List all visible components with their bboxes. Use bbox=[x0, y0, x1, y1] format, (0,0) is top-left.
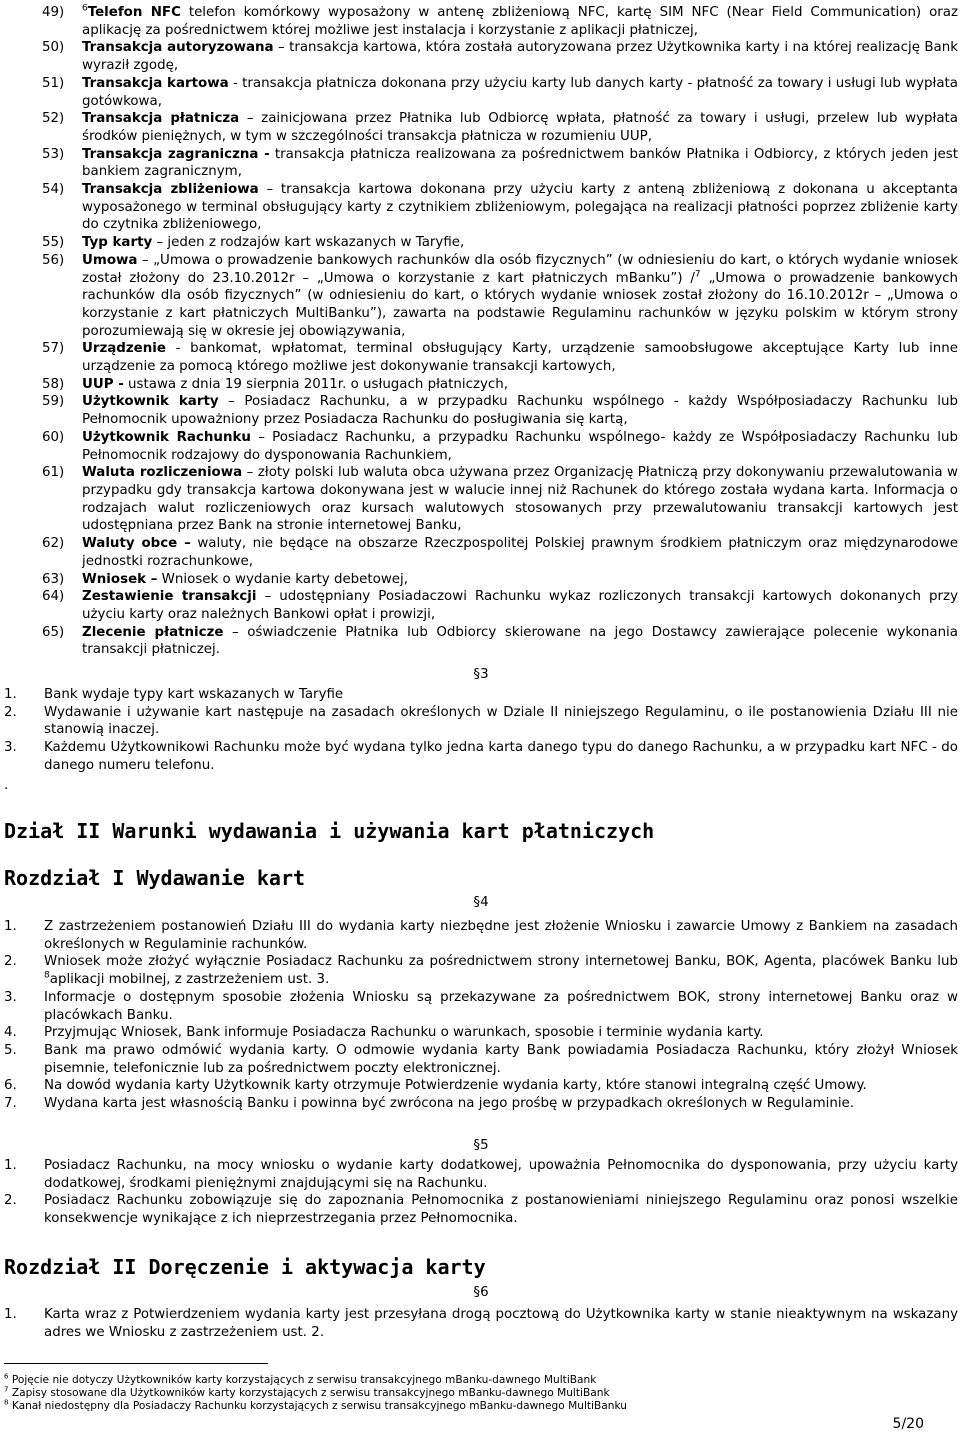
footnotes bbox=[4, 1374, 904, 1414]
section-4-list bbox=[4, 918, 958, 1113]
dzial-heading: Dział II Warunki wydawania i używania kart płatniczych bbox=[4, 819, 655, 843]
definition-term: Transakcja płatnicza bbox=[82, 111, 240, 127]
definition-term: Zestawienie transakcji bbox=[82, 589, 257, 605]
definition-58: 58) UUP - ustawa z dnia 19 sierpnia 2011r. o usługach płatniczych, bbox=[42, 376, 509, 392]
section-5 bbox=[4, 1137, 958, 1228]
definition-term: Transakcja autoryzowana bbox=[82, 40, 274, 56]
definition-term: Użytkownik karty bbox=[82, 394, 219, 410]
definition-term: Wniosek – bbox=[82, 571, 158, 587]
section-5-list bbox=[4, 1157, 958, 1228]
section-mark: §6 bbox=[473, 1285, 489, 1300]
list-item: 2. Posiadacz Rachunku zobowiązuje się do zapoznania Pełnomocnika z postanowieniami niniejszego Regulaminu oraz ponosi wszelkie konsekwencje wynikające z ich nieprzestrzegania przez Pełnomocnika. bbox=[4, 1193, 958, 1227]
list-item: 3. Każdemu Użytkownikowi Rachunku może być wydana tylko jedna karta danego typu do danego Rachunku, a w przypadku kart NFC - do danego numeru telefonu. bbox=[4, 740, 958, 773]
definition-55: 55) Typ karty – jeden z rodzajów kart wskazanych w Taryfie, bbox=[42, 235, 465, 251]
list-item: 4. Przyjmując Wniosek, Bank informuje Posiadacza Rachunku o warunkach, sposobie i terminie wydania karty. bbox=[4, 1025, 764, 1041]
section-mark: §5 bbox=[473, 1138, 489, 1153]
list-item: 7. Wydana karta jest własnością Banku i powinna być zwrócona na jego prośbę w przypadkach określonych w Regulaminie. bbox=[4, 1096, 855, 1112]
footnote-divider bbox=[4, 1363, 268, 1364]
definition-64: 64) Zestawienie transakcji – udostępniany Posiadaczowi Rachunku wykaz rozliczonych transakcji kartowych dokonanych przy użyciu karty oraz należnych Bankowi opłat i prowizji, bbox=[42, 589, 958, 622]
definition-53: 53) Transakcja zagraniczna - transakcja płatnicza realizowana za pośrednictwem banków Płatnika i Odbiorcy, z których jeden jest bankiem zagranicznym, bbox=[42, 146, 958, 180]
list-item: 6. Na dowód wydania karty Użytkownik karty otrzymuje Potwierdzenie wydania karty, które stanowi integralną część Umowy. bbox=[4, 1078, 867, 1094]
footnote-ref: 7 bbox=[694, 269, 701, 280]
section-mark: §4 bbox=[473, 895, 489, 910]
definition-term: Użytkownik Rachunku bbox=[82, 429, 251, 445]
definition-62: 62) Waluty obce – waluty, nie będące na obszarze Rzeczpospolitej Polskiej prawnym środkiem płatniczym oraz międzynarodowe jednostki rozrachunkowe, bbox=[42, 536, 959, 569]
definition-term: Transakcja zbliżeniowa bbox=[82, 182, 259, 198]
section-6 bbox=[4, 1284, 958, 1341]
definitions-list bbox=[42, 4, 958, 659]
list-item: 1. Karta wraz z Potwierdzeniem wydania karty jest przesyłana drogą pocztową do Użytkownika karty w stanie nieaktywnym na wskazany adres we Wniosku z zastrzeżeniem ust. 2. bbox=[4, 1307, 958, 1340]
definition-54: 54) Transakcja zbliżeniowa – transakcja kartowa dokonana przy użyciu karty z anteną zbliżeniową z dokonana u akceptanta wyposażonego w terminal obsługujący karty z czytnikiem zbliżeniowym, polegająca na realizacji płatności poprzez zbliżenie karty do czytnika zbliżeniowego, bbox=[42, 182, 958, 233]
list-item: 3. Informacje o dostępnym sposobie złożenia Wniosku są przekazywane za pośrednictwem BOK, strony internetowej Banku oraz w placówkach Banku. bbox=[4, 989, 958, 1023]
definition-50: 50) Transakcja autoryzowana – transakcja kartowa, która została autoryzowana przez Użytkownika karty i na której realizację Bank wyraził zgodę, bbox=[42, 40, 958, 74]
definition-56: 56) Umowa – „Umowa o prowadzenie bankowych rachunków dla osób fizycznych” (w odniesieniu do kart, o których wydanie wniosek został złożony do 23.10.2012r – „Umowa o korzystanie z kart płatniczych mBanku”) /$^7$ „Umowa o prowadzenie bankowych rachunków dla osób fizycznych” (w odniesieniu do kart, o których wydanie wniosek został złożony do 16.10.2012r – „Umowa o korzystanie z kart płatniczych MultiBanku”), zawarta na podstawie Regulaminu rachunków w języku polskim w którym strony porozumiewają się w okresie jej obowiązywania, bbox=[42, 252, 958, 339]
definition-59: 59) Użytkownik karty – Posiadacz Rachunku, a w przypadku Rachunku wspólnego - każdy Współposiadaczy Rachunku lub Pełnomocnik upoważniony przez Posiadacza Rachunku do posługiwania się kartą, bbox=[42, 394, 958, 428]
definition-61: 61) Waluta rozliczeniowa – złoty polski lub waluta obca używana przez Organizację Płatniczą przy dokonywaniu przewalutowania w przypadku gdy transakcja kartowa dokonywana jest w walucie innej niż Rachunek do którego została wydana karta. Informacja o rodzajach walut rozliczeniowych oraz kursach walutowych stosowanych przy przewalutowaniu transakcji kartowych jest udostępniana przez Bank na stronie internetowej Banku, bbox=[42, 465, 958, 534]
footnote: $^7$ Zapisy stosowane dla Użytkowników karty korzystających z serwisu transakcyjnego mBanku-dawnego MultiBank bbox=[4, 1385, 610, 1400]
definition-term: Urządzenie bbox=[82, 341, 166, 357]
definition-57: 57) Urządzenie - bankomat, wpłatomat, terminal obsługujący Karty, urządzenie samoobsługowe akceptujące Karty lub inne urządzenie za pomocą którego możliwe jest dokonywanie transakcji kartowych, bbox=[42, 341, 958, 375]
definition-term: Telefon NFC bbox=[87, 5, 181, 20]
definition-term: Umowa bbox=[82, 252, 138, 268]
definition-term: Transakcja kartowa bbox=[82, 75, 229, 91]
definition-51: 51) Transakcja kartowa - transakcja płatnicza dokonana przy użyciu karty lub danych karty - płatność za towary i usługi lub wypłata gotówkowa, bbox=[42, 75, 959, 109]
definition-52: 52) Transakcja płatnicza – zainicjowana przez Płatnika lub Odbiorcę wpłata, płatność za towary i usługi, przelew lub wypłata środków pieniężnych, w tym w szczególności transakcja płatnicza w rozumieniu UUP, bbox=[42, 111, 959, 144]
rozdzial-heading: Rozdział II Doręczenie i aktywacja karty bbox=[4, 1255, 486, 1279]
rozdzial-heading: Rozdział I Wydawanie kart bbox=[4, 866, 306, 890]
section-mark: §3 bbox=[473, 667, 489, 682]
definition-60: 60) Użytkownik Rachunku – Posiadacz Rachunku, a przypadku Rachunku wspólnego- każdy ze Współposiadaczy Rachunku lub Pełnomocnik rodzajowy do dysponowania Rachunkiem, bbox=[42, 429, 958, 463]
stray-period: . bbox=[4, 778, 9, 793]
section-3 bbox=[4, 666, 958, 775]
section-3-list bbox=[4, 686, 958, 775]
footnote-ref: 8 bbox=[44, 970, 50, 981]
list-item: 5. Bank ma prawo odmówić wydania karty. O odmowie wydania karty Bank powiadamia Posiadacza Rachunku, który złożył Wniosek pisemnie, telefonicznie lub za pośrednictwem poczty elektronicznej. bbox=[4, 1042, 958, 1076]
footnote: $^6$ Pojęcie nie dotyczy Użytkowników karty korzystających z serwisu transakcyjnego mBanku-dawnego MultiBank bbox=[4, 1372, 597, 1386]
list-item: 2. Wydawanie i używanie kart następuje na zasadach określonych w Dziale II niniejszego Regulaminu, o ile postanowienia Działu III nie stanowią inaczej. bbox=[4, 704, 958, 738]
definition-term: Transakcja zagraniczna - bbox=[82, 146, 270, 162]
section-6-list bbox=[4, 1306, 958, 1341]
definition-term: UUP - bbox=[82, 376, 124, 392]
definition-63: 63) Wniosek – Wniosek o wydanie karty debetowej, bbox=[42, 571, 409, 587]
definition-65: 65) Zlecenie płatnicze – oświadczenie Płatnika lub Odbiorcy skierowane na jego Dostawcy zawierające polecenie wykonania transakcji płatniczej. bbox=[42, 624, 958, 658]
definition-term: Zlecenie płatnicze bbox=[82, 624, 224, 640]
section-4 bbox=[4, 894, 958, 1113]
list-item: 1. Bank wydaje typy kart wskazanych w Taryfie bbox=[4, 687, 344, 702]
page-number: 5/20 bbox=[892, 1416, 924, 1432]
footnote-ref: 6 bbox=[82, 3, 88, 14]
list-item: 1. Posiadacz Rachunku, na mocy wniosku o wydanie karty dodatkowej, upoważnia Pełnomocnika do dysponowania, przy użyciu karty dodatkowej, środkami pieniężnymi znajdującymi się na Rachunku. bbox=[4, 1158, 958, 1191]
list-item: 2. Wniosek może złożyć wyłącznie Posiadacz Rachunku za pośrednictwem strony internetowej Banku, BOK, Agenta, placówek Banku lub $^8$aplikacji mobilnej, z zastrzeżeniem ust. 3. bbox=[4, 954, 958, 988]
definition-term: Waluty obce – bbox=[82, 536, 191, 552]
definition-term: Waluta rozliczeniowa bbox=[82, 465, 243, 481]
definition-term: Typ karty bbox=[82, 235, 153, 251]
list-item: 1. Z zastrzeżeniem postanowień Działu III do wydania karty niezbędne jest złożenie Wniosku i zawarcie Umowy z Bankiem na zasadach określonych w Regulaminie rachunków. bbox=[4, 919, 958, 952]
footnote: $^8$ Kanał niedostępny dla Posiadaczy Rachunku korzystających z serwisu transakcyjnego mBanku-dawnego MultiBanku bbox=[4, 1398, 627, 1413]
definition-49: 49) $^6$Telefon NFC telefon komórkowy wyposażony w antenę zbliżeniową NFC, kartę SIM NFC (Near Field Communication) oraz aplikację za pośrednictwem której możliwe jest instalacja i korzystanie z aplikacji płatniczej, bbox=[42, 3, 959, 38]
